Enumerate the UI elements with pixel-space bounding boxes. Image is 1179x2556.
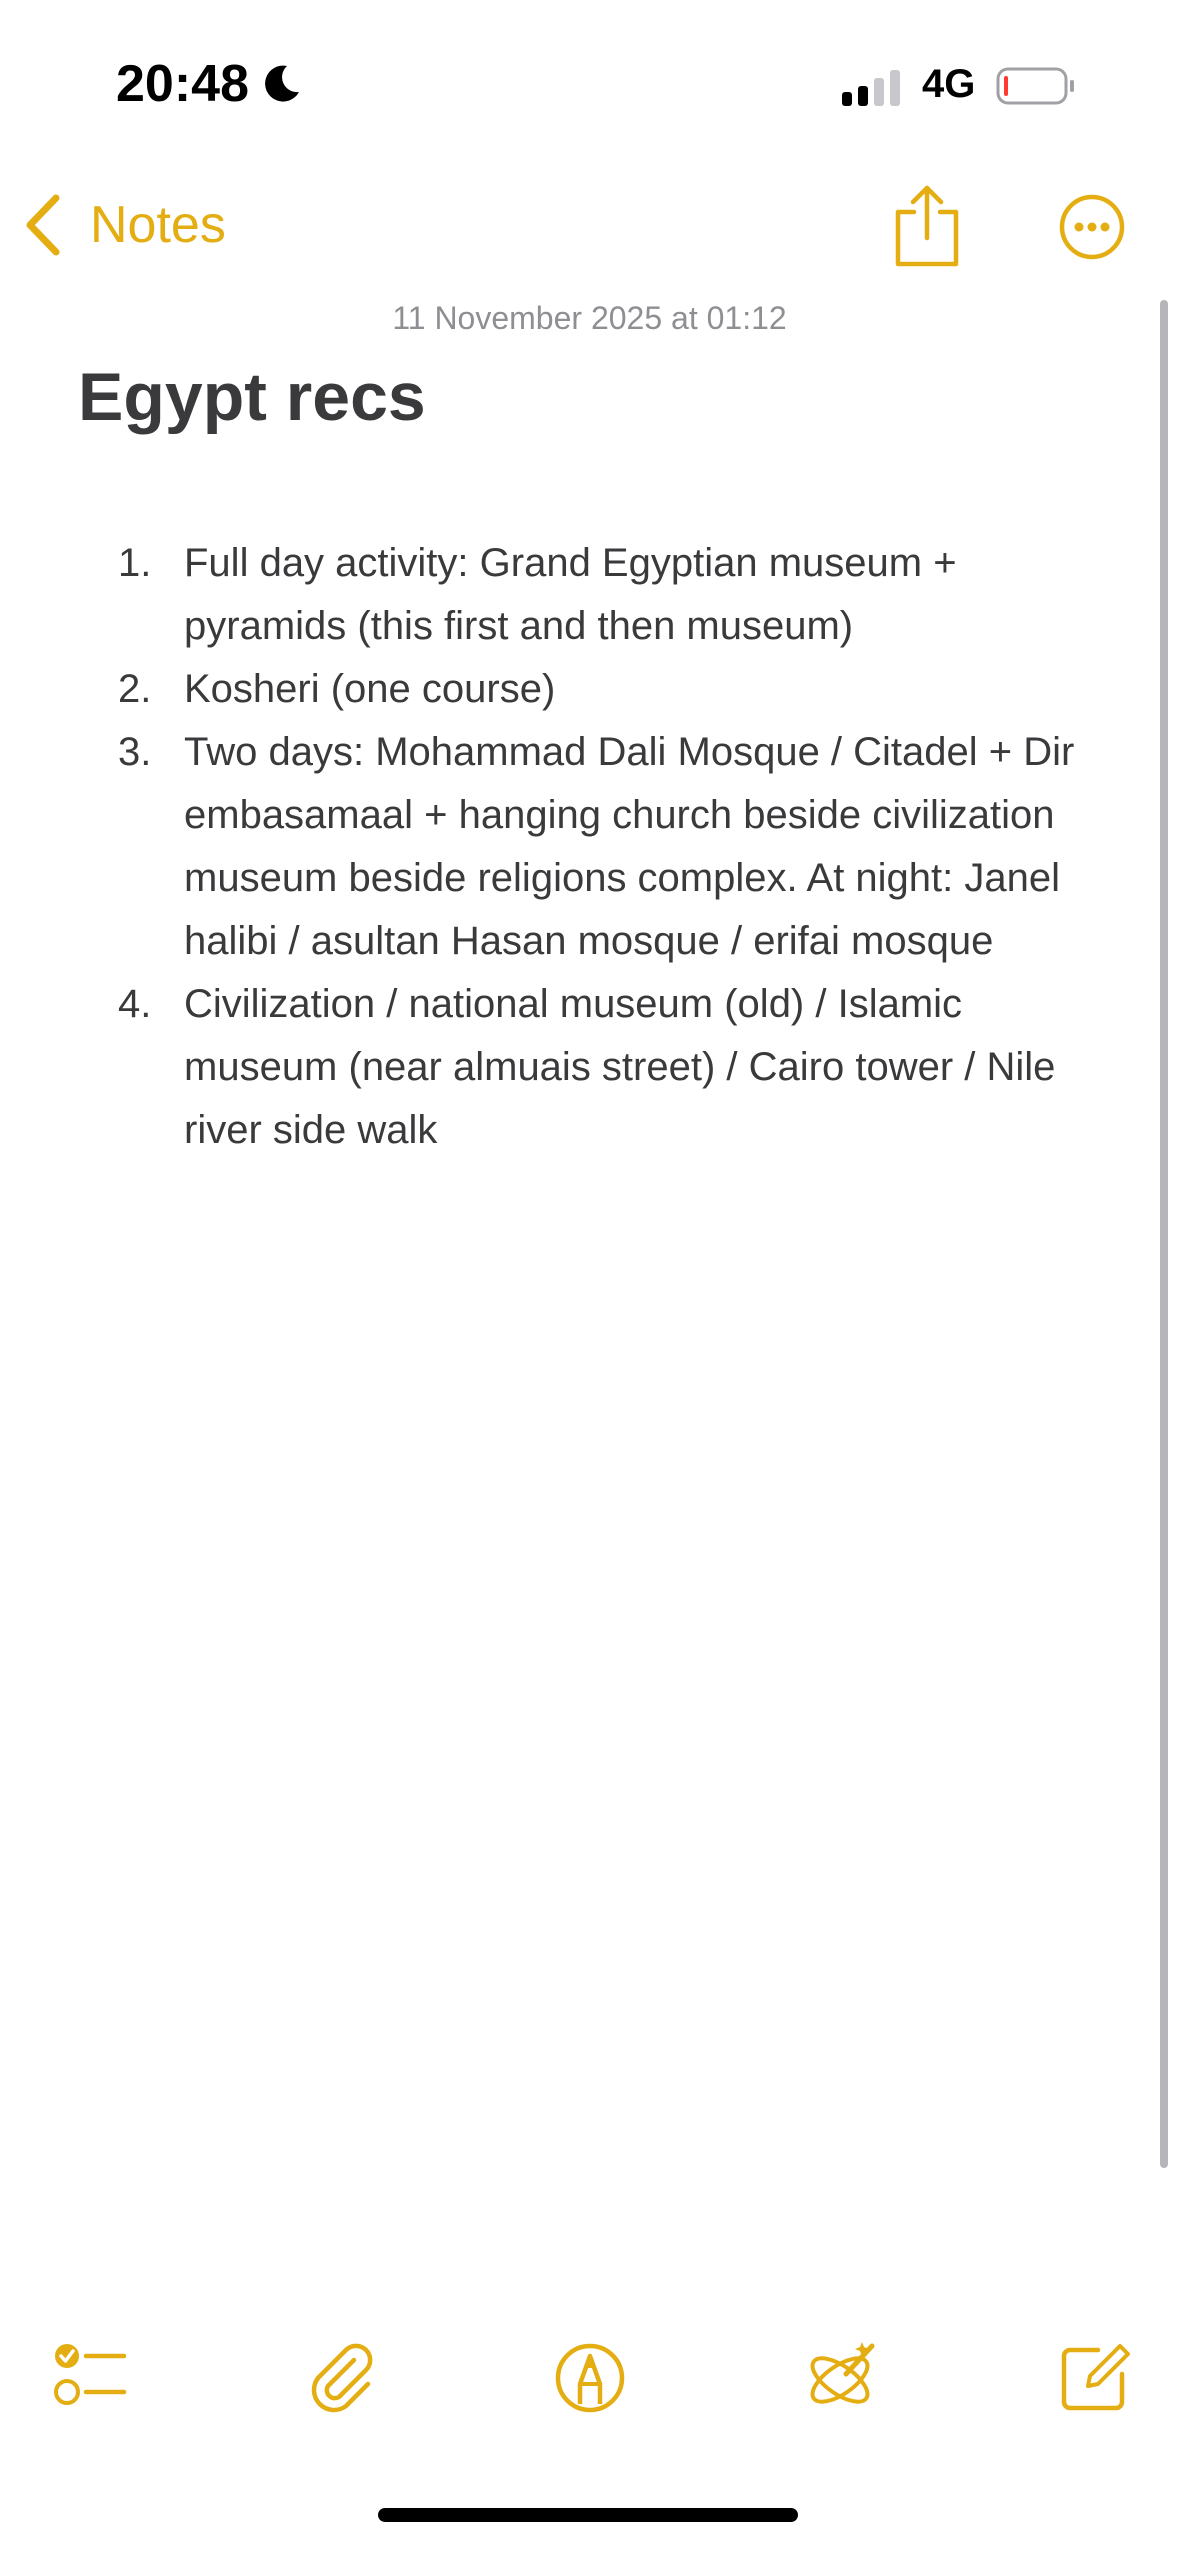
- list-item[interactable]: [100, 532, 1100, 658]
- list-item-number: 3.: [118, 730, 152, 774]
- status-time: [116, 54, 303, 114]
- share-icon[interactable]: [894, 184, 960, 268]
- note-date: 11 November 2025 at 01:12: [392, 300, 787, 336]
- paperclip-icon[interactable]: [304, 2338, 384, 2418]
- writing-tools-icon[interactable]: [800, 2338, 880, 2418]
- list-item-number: 2.: [118, 667, 152, 711]
- list-item[interactable]: [100, 658, 1100, 721]
- note-list[interactable]: [100, 532, 1100, 1162]
- battery-low-icon: [996, 66, 1076, 106]
- list-item-text: Two days: Mohammad Dali Mosque / Citadel + Dir embasamaal + hanging church beside civilization museum beside religions complex. At night: Janel halibi / asultan Hasan mosque / erifai mosque: [184, 730, 1075, 963]
- markup-pen-icon[interactable]: [550, 2338, 630, 2418]
- back-button-label: Notes: [90, 196, 226, 254]
- scrollbar[interactable]: [1160, 300, 1168, 2168]
- compose-icon[interactable]: [1054, 2338, 1134, 2418]
- ellipsis-circle-icon[interactable]: [1058, 193, 1126, 261]
- list-item-text: Full day activity: Grand Egyptian museum + pyramids (this first and then museum): [184, 541, 957, 648]
- moon-icon: [259, 62, 303, 106]
- list-item[interactable]: [100, 973, 1100, 1162]
- list-item-number: 1.: [118, 541, 152, 585]
- back-button[interactable]: [22, 190, 226, 260]
- signal-bars-icon: [842, 70, 900, 106]
- list-item-text: Civilization / national museum (old) / Islamic museum (near almuais street) / Cairo tower / Nile river side walk: [184, 982, 1056, 1152]
- home-indicator[interactable]: [378, 2508, 798, 2522]
- chevron-left-icon: [22, 192, 66, 258]
- status-time-text: 20:48: [116, 55, 249, 113]
- list-item[interactable]: [100, 721, 1100, 973]
- note-title[interactable]: Egypt recs: [78, 359, 426, 435]
- list-item-number: 4.: [118, 982, 152, 1026]
- network-type: 4G: [922, 62, 976, 106]
- list-item-text: Kosheri (one course): [184, 667, 556, 711]
- checklist-icon[interactable]: [50, 2338, 130, 2418]
